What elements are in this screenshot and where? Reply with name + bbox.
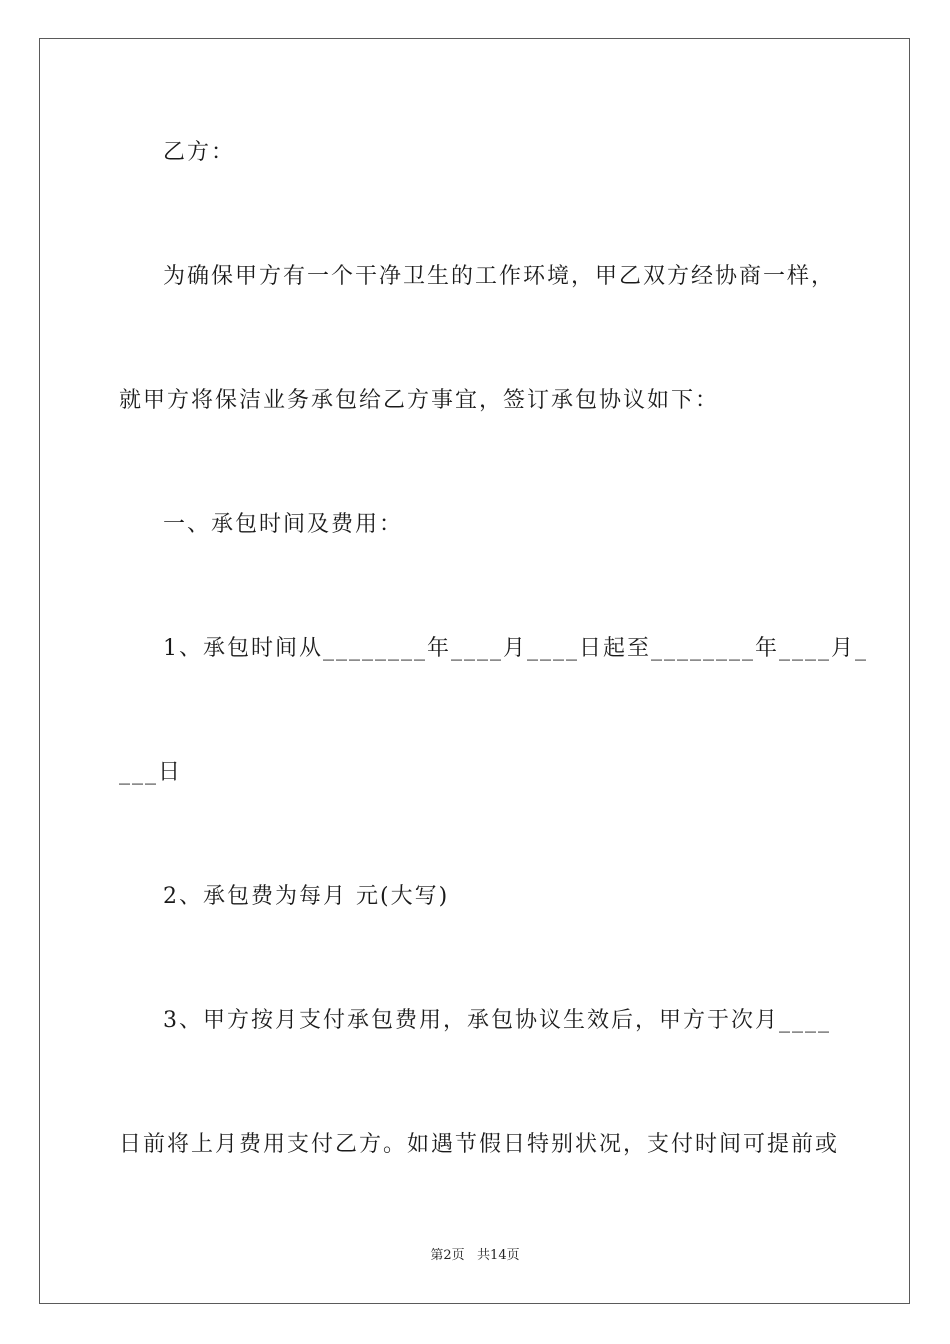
paragraph-intro-line-1: 为确保甲方有一个干净卫生的工作环境，甲乙双方经协商一样， xyxy=(163,264,836,289)
page-number-footer: 第2页 共14页 xyxy=(430,1248,520,1263)
party-b-line: 乙方： xyxy=(163,140,236,165)
clause-1-line-1: 1、承包时间从________年____月____日起至________年____月_ xyxy=(163,636,868,661)
clause-3-line-2: 日前将上月费用支付乙方。如遇节假日特别状况，支付时间可提前或 xyxy=(119,1132,840,1157)
page-frame xyxy=(39,38,910,1304)
section-heading-1: 一、承包时间及费用： xyxy=(163,512,404,537)
clause-1-line-2: ___日 xyxy=(119,760,183,785)
paragraph-intro-line-2: 就甲方将保洁业务承包给乙方事宜，签订承包协议如下： xyxy=(119,388,720,413)
clause-2-line: 2、承包费为每月 元(大写) xyxy=(163,884,450,909)
clause-3-line-1: 3、甲方按月支付承包费用，承包协议生效后，甲方于次月____ xyxy=(163,1008,831,1033)
